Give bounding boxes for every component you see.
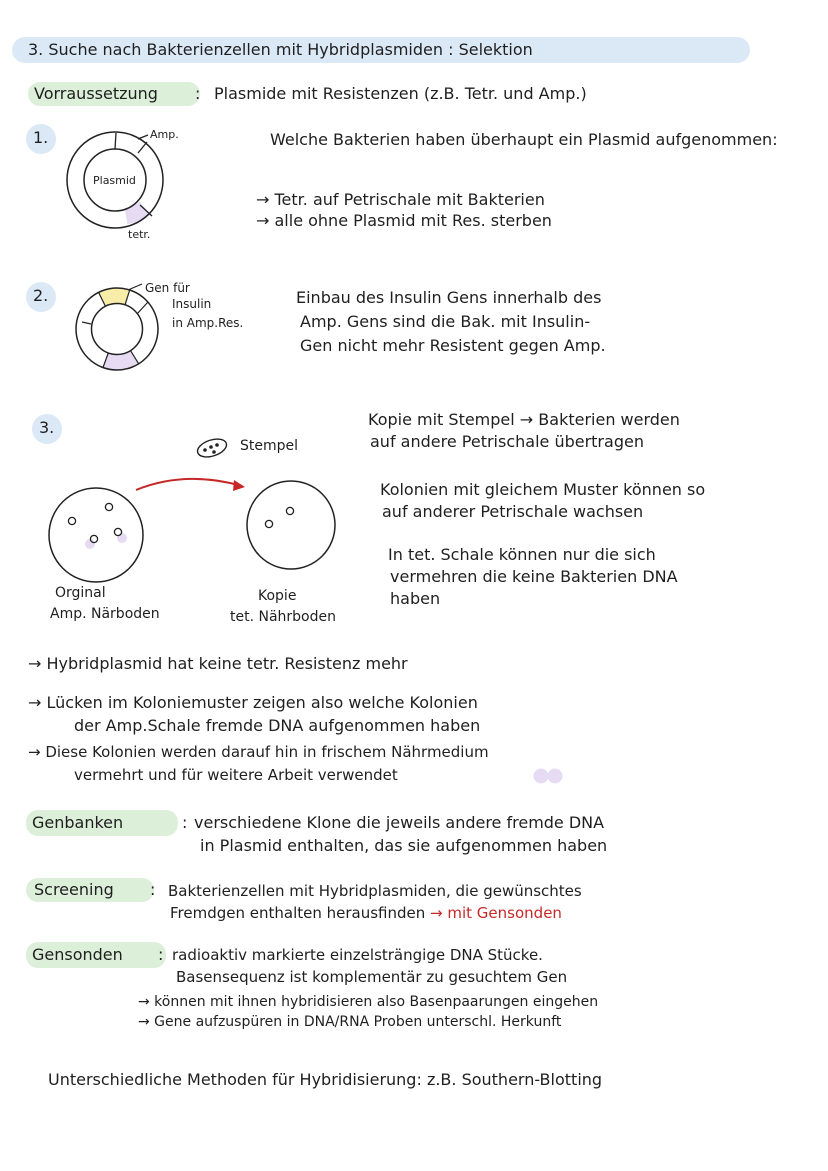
step3-number: 3. xyxy=(39,418,55,437)
amp-marker-line-2 xyxy=(115,133,116,149)
tetr-segment xyxy=(125,202,151,224)
stamp-icon xyxy=(194,436,230,460)
original-label-1: Orginal xyxy=(55,585,106,601)
conclusion-line-4: → Diese Kolonien werden darauf hin in frischem Nährmedium xyxy=(28,743,489,761)
step3-block3-line2: vermehren die keine Bakterien DNA xyxy=(390,567,678,586)
colony xyxy=(114,528,121,535)
gensonden-line-3: → können mit ihnen hybridisieren also Basenpaarungen eingehen xyxy=(138,994,599,1010)
gensonden-reference: → mit Gensonden xyxy=(430,904,562,922)
amp-label: Amp. xyxy=(150,128,179,141)
footer-note: Unterschiedliche Methoden für Hybridisierung: z.B. Southern-Blotting xyxy=(48,1070,603,1089)
insulin-pointer xyxy=(128,284,142,290)
amp-pointer xyxy=(138,135,148,139)
missing-colony-mark-1 xyxy=(85,539,95,549)
seg-line-3 xyxy=(137,302,148,314)
copy-label-1: Kopie xyxy=(258,588,297,604)
stamp-label: Stempel xyxy=(240,438,299,454)
colony xyxy=(286,507,293,514)
gensonden-line-2: Basensequenz ist komplementär zu gesuchtem Gen xyxy=(176,968,568,986)
original-label-2: Amp. Närboden xyxy=(50,606,160,622)
step3-block1-line1: Kopie mit Stempel → Bakterien werden xyxy=(368,410,680,429)
step1-question: Welche Bakterien haben überhaupt ein Plasmid aufgenommen: xyxy=(270,130,778,149)
step1-line-tetr: → Tetr. auf Petrischale mit Bakterien xyxy=(256,190,545,209)
original-petri-dish xyxy=(46,485,146,585)
screening-label: Screening xyxy=(34,880,114,899)
genbanken-label: Genbanken xyxy=(32,813,124,832)
copy-petri-dish xyxy=(244,478,338,572)
genbanken-line-2: in Plasmid enthalten, das sie aufgenommen haben xyxy=(200,836,608,855)
step1-line-die: → alle ohne Plasmid mit Res. sterben xyxy=(256,211,552,230)
transfer-arrow xyxy=(130,468,260,498)
plasmid-label: Plasmid xyxy=(93,174,136,187)
insulin-label-2: Insulin xyxy=(172,297,212,311)
colony xyxy=(68,517,75,524)
step3-block1-line2: auf andere Petrischale übertragen xyxy=(370,432,644,451)
step2-line-1: Einbau des Insulin Gens innerhalb des xyxy=(296,288,602,307)
colony xyxy=(265,520,272,527)
plasmid-inner-ring-2 xyxy=(92,304,143,355)
gensonden-line-4: → Gene aufzuspüren in DNA/RNA Proben unterschl. Herkunft xyxy=(138,1014,562,1030)
step3-block3-line1: In tet. Schale können nur die sich xyxy=(388,545,656,564)
conclusion-line-1: → Hybridplasmid hat keine tetr. Resistenz mehr xyxy=(28,654,408,673)
step3-block3-line3: haben xyxy=(390,589,441,608)
colony xyxy=(105,503,112,510)
step3-block2-line1: Kolonien mit gleichem Muster können so xyxy=(380,480,706,499)
screening-line-2-text: Fremdgen enthalten herausfinden xyxy=(170,904,426,922)
step2-line-3: Gen nicht mehr Resistent gegen Amp. xyxy=(300,336,606,355)
prereq-text: Plasmide mit Resistenzen (z.B. Tetr. und Amp.) xyxy=(214,84,587,103)
copy-label-2: tet. Nährboden xyxy=(230,609,336,625)
gensonden-label: Gensonden xyxy=(32,945,123,964)
gensonden-separator: : xyxy=(158,945,164,964)
insulin-label-1: Gen für xyxy=(145,281,190,295)
step2-number: 2. xyxy=(33,286,49,305)
missing-colony-mark-2 xyxy=(117,533,127,543)
conclusion-line-3: der Amp.Schale fremde DNA aufgenommen haben xyxy=(74,716,481,735)
screening-line-1: Bakterienzellen mit Hybridplasmiden, die gewünschtes xyxy=(168,882,582,900)
genbanken-separator: : xyxy=(182,813,188,832)
prereq-label: Vorraussetzung xyxy=(34,84,158,103)
insulin-label-3: in Amp.Res. xyxy=(172,316,244,330)
tetr-label: tetr. xyxy=(128,228,151,241)
amp-marker-line-1 xyxy=(138,142,147,153)
prereq-separator: : xyxy=(195,84,201,103)
gensonden-line-1: radioaktiv markierte einzelsträngige DNA Stücke. xyxy=(172,946,543,964)
step2-line-2: Amp. Gens sind die Bak. mit Insulin- xyxy=(300,312,591,331)
genbanken-line-1: verschiedene Klone die jeweils andere fremde DNA xyxy=(194,813,605,832)
screening-line-2 xyxy=(170,904,562,923)
conclusion-line-5: vermehrt und für weitere Arbeit verwendet xyxy=(74,766,398,784)
screening-separator: : xyxy=(150,880,156,899)
step3-block2-line2: auf anderer Petrischale wachsen xyxy=(382,502,644,521)
decorative-dots xyxy=(532,767,568,785)
seg-line-4 xyxy=(82,322,91,324)
step1-number: 1. xyxy=(33,128,49,147)
plasmid-diagram-2 xyxy=(72,284,162,374)
page-title: 3. Suche nach Bakterienzellen mit Hybridplasmiden : Selektion xyxy=(28,40,533,59)
conclusion-line-2: → Lücken im Koloniemuster zeigen also welche Kolonien xyxy=(28,693,478,712)
